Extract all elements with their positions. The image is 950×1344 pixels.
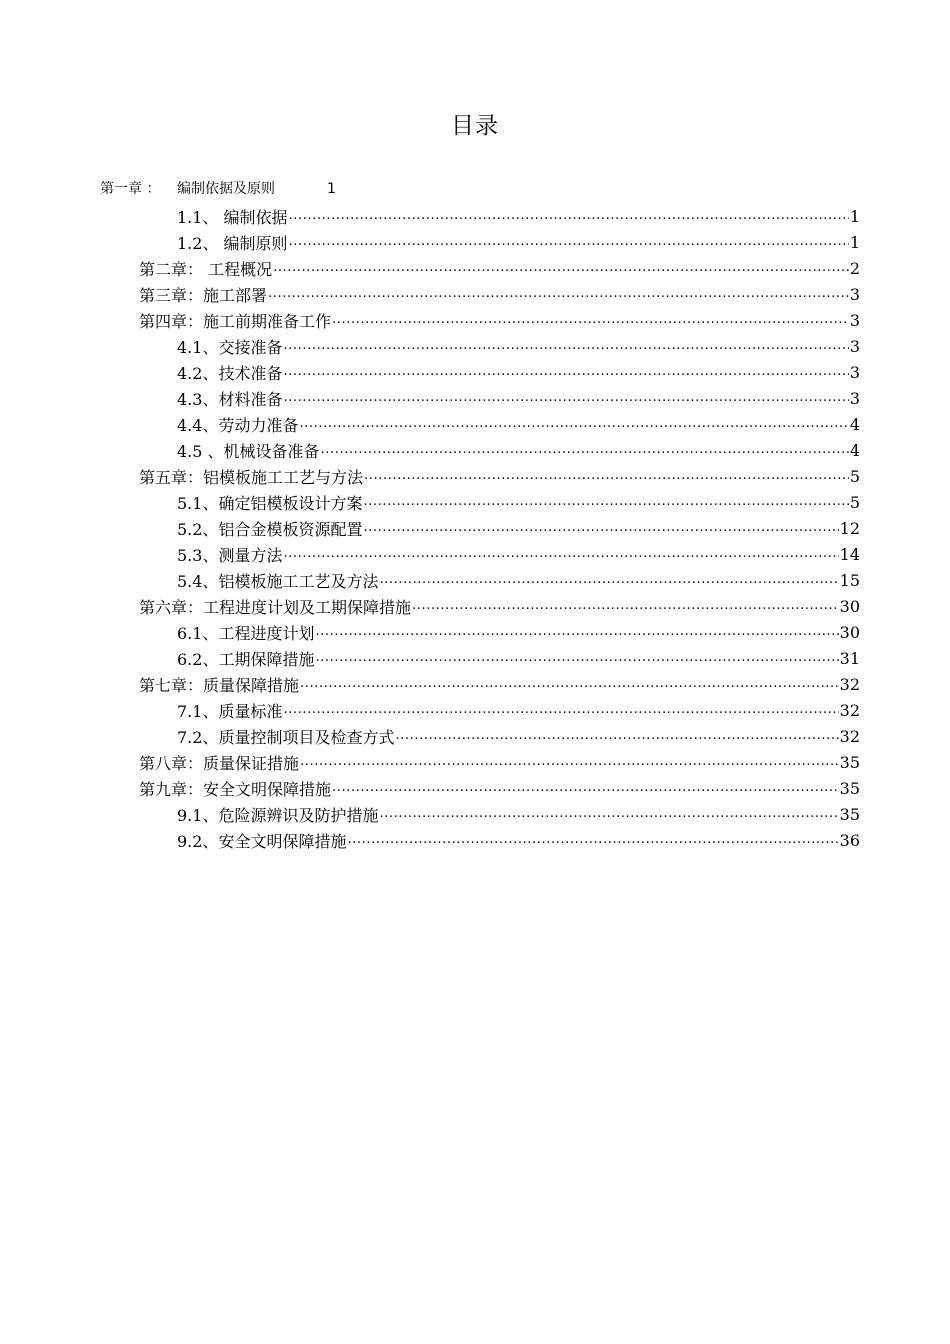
toc-entry-page-number: 2: [849, 258, 860, 278]
toc-entry-label: 第五章：铝模板施工工艺与方法: [139, 467, 364, 487]
dot-leader: [412, 593, 839, 619]
toc-entry-page-number: 32: [839, 674, 860, 694]
dot-leader: [289, 229, 849, 255]
toc-entry-label: 第七章：质量保障措施: [139, 675, 300, 695]
toc-entry-page-number: 1: [849, 232, 860, 252]
toc-entry-text: 编制依据及原则: [177, 181, 275, 197]
toc-chapter-entry[interactable]: [139, 775, 860, 801]
toc-entry-page-number: 35: [839, 804, 860, 824]
toc-entry-page-number: 5: [849, 466, 860, 486]
toc-section-entry[interactable]: [177, 619, 860, 645]
toc-entry-label: 第四章：施工前期准备工作: [139, 311, 332, 331]
toc-entry-page-number: 3: [849, 362, 860, 382]
toc-entry-label: 5.4、铝模板施工工艺及方法: [177, 571, 379, 591]
dot-leader: [283, 697, 838, 723]
toc-entry-page-number: 32: [839, 700, 860, 720]
toc-entry-page-number: 31: [839, 648, 860, 668]
dot-leader: [283, 385, 848, 411]
dot-leader: [283, 333, 848, 359]
dot-leader: [268, 281, 849, 307]
toc-section-entry[interactable]: [177, 229, 860, 255]
toc-entry-label: 第二章： 工程概况: [139, 259, 273, 279]
toc-entry-page-number: 4: [849, 414, 860, 434]
dot-leader: [347, 827, 838, 853]
toc-chapter-entry[interactable]: [139, 463, 860, 489]
toc-section-entry[interactable]: [177, 801, 860, 827]
dot-leader: [273, 255, 849, 281]
dot-leader: [315, 619, 838, 645]
toc-entry-label: 9.1、危险源辨识及防护措施: [177, 805, 379, 825]
dot-leader: [364, 463, 849, 489]
dot-leader: [299, 411, 848, 437]
toc-entry-page-number: 5: [849, 492, 860, 512]
dot-leader: [300, 749, 839, 775]
toc-section-entry[interactable]: [177, 437, 860, 463]
toc-section-entry[interactable]: [177, 489, 860, 515]
toc-entry-page-number: 3: [849, 310, 860, 330]
toc-entry-chapter-1[interactable]: [100, 179, 336, 199]
toc-entry-page-number: 30: [839, 596, 860, 616]
toc-entry-label: 9.2、安全文明保障措施: [177, 831, 347, 851]
toc-entry-label: 4.3、材料准备: [177, 389, 283, 409]
dot-leader: [379, 567, 838, 593]
toc-entry-page-number: 36: [839, 830, 860, 850]
dot-leader: [332, 775, 839, 801]
toc-entry-label: 4.1、交接准备: [177, 337, 283, 357]
dot-leader: [395, 723, 838, 749]
dot-leader: [283, 359, 848, 385]
toc-section-entry[interactable]: [177, 515, 860, 541]
dot-leader: [283, 541, 838, 567]
dot-leader: [363, 515, 838, 541]
toc-entry-label: 7.1、质量标准: [177, 701, 283, 721]
toc-entry-page-number: 30: [839, 622, 860, 642]
toc-entry-label: 7.2、质量控制项目及检查方式: [177, 727, 395, 747]
toc-entry-label: 1.2、 编制原则: [177, 233, 288, 253]
toc-entry-page-number: 35: [839, 752, 860, 772]
toc-chapter-entry[interactable]: [139, 281, 860, 307]
toc-entry-page-number: 1: [327, 181, 336, 197]
toc-chapter-entry[interactable]: [139, 593, 860, 619]
toc-entry-label: 4.4、劳动力准备: [177, 415, 299, 435]
toc-entry-label: 5.3、测量方法: [177, 545, 283, 565]
toc-entry-label: 6.2、工期保障措施: [177, 649, 315, 669]
toc-entry-page-number: 3: [849, 284, 860, 304]
toc-entry-label: 第一章 ：: [100, 181, 161, 197]
toc-entry-page-number: 15: [839, 570, 860, 590]
toc-entry-page-number: 32: [839, 726, 860, 746]
toc-entry-label: 5.1、确定铝模板设计方案: [177, 493, 363, 513]
toc-section-entry[interactable]: [177, 385, 860, 411]
toc-section-entry[interactable]: [177, 203, 860, 229]
toc-section-entry[interactable]: [177, 827, 860, 853]
toc-section-entry[interactable]: [177, 359, 860, 385]
toc-section-entry[interactable]: [177, 541, 860, 567]
dot-leader: [289, 203, 849, 229]
toc-title: 目录: [451, 113, 499, 139]
toc-section-entry[interactable]: [177, 645, 860, 671]
toc-entry-page-number: 4: [849, 440, 860, 460]
dot-leader: [300, 671, 839, 697]
toc-entry-page-number: 1: [849, 206, 860, 226]
dot-leader: [379, 801, 838, 827]
dot-leader: [363, 489, 848, 515]
toc-section-entry[interactable]: [177, 333, 860, 359]
toc-entry-label: 5.2、铝合金模板资源配置: [177, 519, 363, 539]
dot-leader: [332, 307, 849, 333]
dot-leader: [321, 437, 849, 463]
toc-entry-label: 第八章：质量保证措施: [139, 753, 300, 773]
toc-entry-label: 第九章：安全文明保障措施: [139, 779, 332, 799]
toc-entry-label: 4.2、技术准备: [177, 363, 283, 383]
toc-entry-label: 6.1、工程进度计划: [177, 623, 315, 643]
toc-entry-label: 第六章：工程进度计划及工期保障措施: [139, 597, 412, 617]
toc-entry-page-number: 35: [839, 778, 860, 798]
toc-entry-page-number: 3: [849, 388, 860, 408]
toc-section-entry[interactable]: [177, 411, 860, 437]
toc-entry-page-number: 12: [839, 518, 860, 538]
toc-chapter-entry[interactable]: [139, 671, 860, 697]
toc-section-entry[interactable]: [177, 723, 860, 749]
toc-chapter-entry[interactable]: [139, 255, 860, 281]
toc-chapter-entry[interactable]: [139, 749, 860, 775]
toc-entry-page-number: 3: [849, 336, 860, 356]
toc-entry-label: 第三章：施工部署: [139, 285, 268, 305]
toc-chapter-entry[interactable]: [139, 307, 860, 333]
toc-section-entry[interactable]: [177, 567, 860, 593]
toc-entry-page-number: 14: [839, 544, 860, 564]
toc-section-entry[interactable]: [177, 697, 860, 723]
toc-entry-label: 1.1、 编制依据: [177, 207, 288, 227]
dot-leader: [315, 645, 838, 671]
toc-entry-label: 4.5 、机械设备准备: [177, 441, 320, 461]
